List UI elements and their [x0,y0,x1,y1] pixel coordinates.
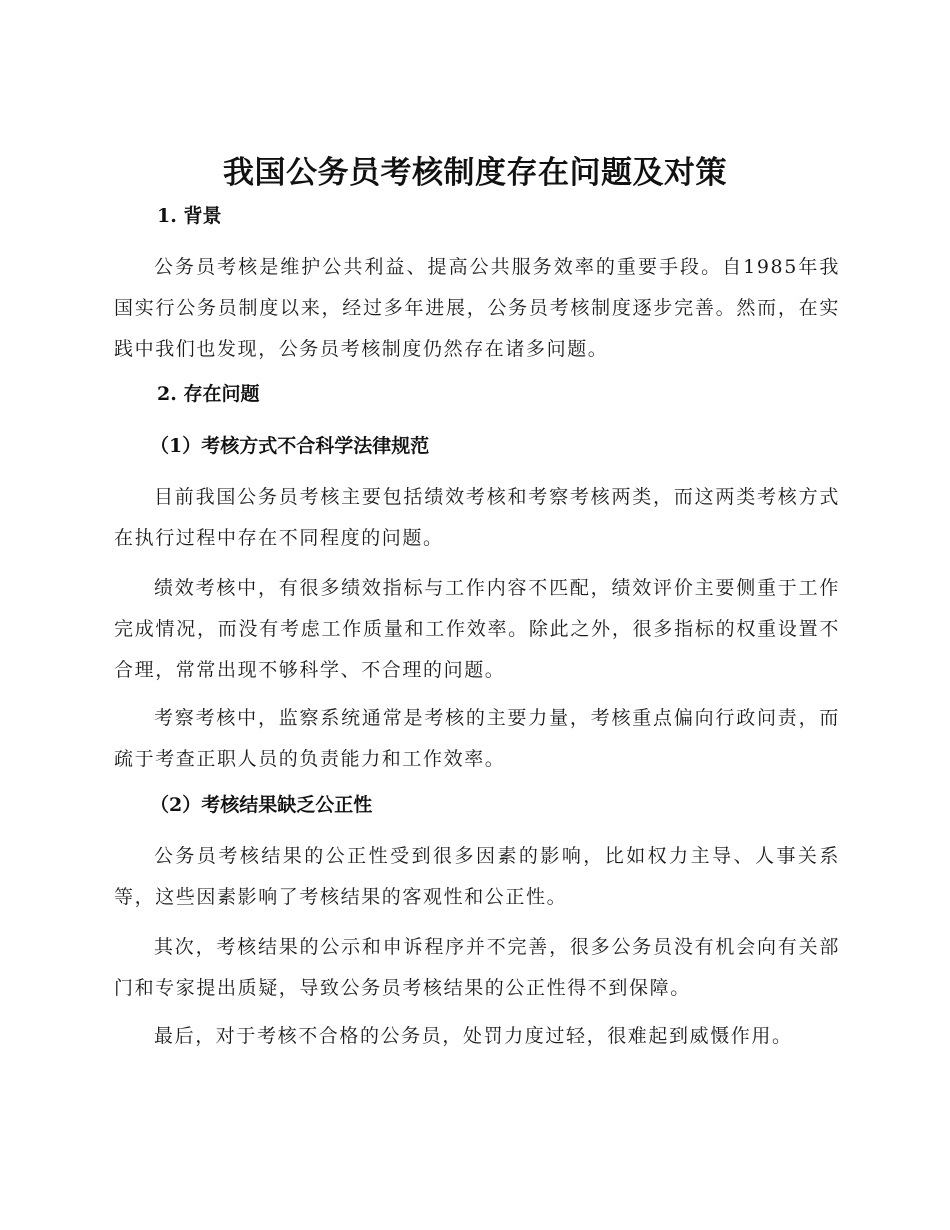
section-heading-background: 1. 背景 [157,205,222,227]
paragraph-performance-assessment: 绩效考核中，有很多绩效指标与工作内容不匹配，绩效评价主要侧重于工作完成情况，而没有考虑工作质量和工作效率。除此之外，很多指标的权重设置不合理，常常出现不够科学、不合理的问题。 [114,577,840,681]
paragraph-appeal-procedure: 其次，考核结果的公示和申诉程序并不完善，很多公务员没有机会向有关部门和专家提出质疑，导致公务员考核结果的公正性得不到保障。 [114,936,840,999]
subsection-heading-fairness: （2）考核结果缺乏公正性 [150,794,373,816]
paragraph-penalty: 最后，对于考核不合格的公务员，处罚力度过轻，很难起到威慑作用。 [154,1025,793,1047]
paragraph-assessment-types: 目前我国公务员考核主要包括绩效考核和考察考核两类，而这两类考核方式在执行过程中存在不同程度的问题。 [114,486,840,549]
paragraph-fairness-factors: 公务员考核结果的公正性受到很多因素的影响，比如权力主导、人事关系等，这些因素影响了考核结果的客观性和公正性。 [114,845,840,908]
subsection-heading-assessment-method: （1）考核方式不合科学法律规范 [150,435,430,457]
paragraph-background: 公务员考核是维护公共利益、提高公共服务效率的重要手段。自1985年我国实行公务员制度以来，经过多年进展，公务员考核制度逐步完善。然而，在实践中我们也发现，公务员考核制度仍然存在诸多问题。 [114,256,840,360]
section-heading-problems: 2. 存在问题 [157,383,260,405]
document-title: 我国公务员考核制度存在问题及对策 [223,155,727,191]
paragraph-inspection-assessment: 考察考核中，监察系统通常是考核的主要力量，考核重点偏向行政问责，而疏于考查正职人员的负责能力和工作效率。 [114,707,840,770]
